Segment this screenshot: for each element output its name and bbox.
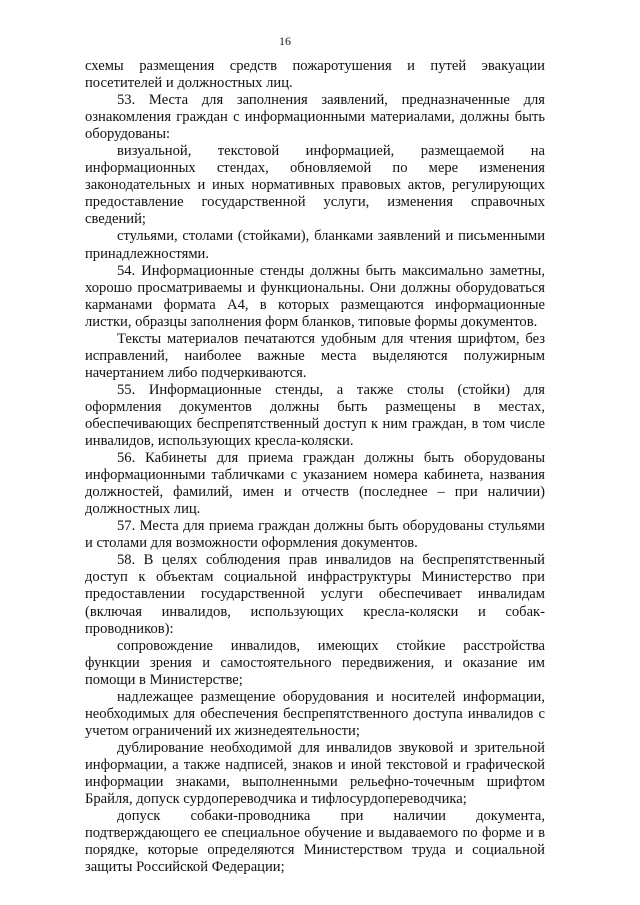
paragraph-56: 56. Кабинеты для приема граждан должны быть оборудованы информационными табличками с указанием номера кабинета, названия должностей, фамилий, имен и отчеств (последнее – при наличии) должностных лиц. — [85, 450, 545, 518]
paragraph-materials-text: Тексты материалов печатаются удобным для чтения шрифтом, без исправлений, наиболее важные места выделяются полужирным начертанием либо подчеркиваются. — [85, 330, 545, 381]
paragraph-54: 54. Информационные стенды должны быть максимально заметны, хорошо просматриваемы и функциональны. Они должны оборудоваться карманами формата А4, в которых размещаются информационные листки, образцы заполнения форм бланков, типовые формы документов. — [85, 262, 545, 330]
paragraph-57: 57. Места для приема граждан должны быть оборудованы стульями и столами для возможности оформления документов. — [85, 518, 545, 552]
paragraph-58: 58. В целях соблюдения прав инвалидов на беспрепятственный доступ к объектам социальной инфраструктуры Министерство при предоставлении государственной услуги обеспечивает инвалидам (включая инвалидов, использующих кресла-коляски и собак-проводников): — [85, 552, 545, 637]
list-item-escort: сопровождение инвалидов, имеющих стойкие расстройства функции зрения и самостоятельного передвижения, и оказание им помощи в Министерстве; — [85, 637, 545, 688]
list-item-visual-info: визуальной, текстовой информацией, размещаемой на информационных стендах, обновляемой по мере изменения законодательных и иных нормативных правовых актов, регулирующих предоставление государственной услуги, изменения справочных сведений; — [85, 143, 545, 228]
list-item-guide-dog: допуск собаки-проводника при наличии документа, подтверждающего ее специальное обучение и выдаваемого по форме и в порядке, которые определяются Министерством труда и социальной защиты Российской Федерации; — [85, 808, 545, 876]
paragraph-53: 53. Места для заполнения заявлений, предназначенные для ознакомления граждан с информационными материалами, должны быть оборудованы: — [85, 92, 545, 143]
page-number: 16 — [279, 34, 291, 48]
list-item-equipment-placement: надлежащее размещение оборудования и носителей информации, необходимых для обеспечения беспрепятственного доступа инвалидов с учетом ограничений их жизнедеятельности; — [85, 688, 545, 739]
list-item-furniture: стульями, столами (стойками), бланками заявлений и письменными принадлежностями. — [85, 228, 545, 262]
paragraph-55: 55. Информационные стенды, а также столы (стойки) для оформления документов должны быть размещены в местах, обеспечивающих беспрепятственный доступ к ним граждан, в том числе инвалидов, использующих кресла-коляски. — [85, 381, 545, 450]
list-item-information-duplication: дублирование необходимой для инвалидов звуковой и зрительной информации, а также надписей, знаков и иной текстовой и графической информации знаками, выполненными рельефно-точечным шрифтом Брайля, допуск сурдопереводчика и тифлосурдопереводчика; — [85, 739, 545, 808]
document-body — [85, 58, 545, 876]
paragraph-continuation: схемы размещения средств пожаротушения и путей эвакуации посетителей и должностных лиц. — [85, 58, 545, 92]
